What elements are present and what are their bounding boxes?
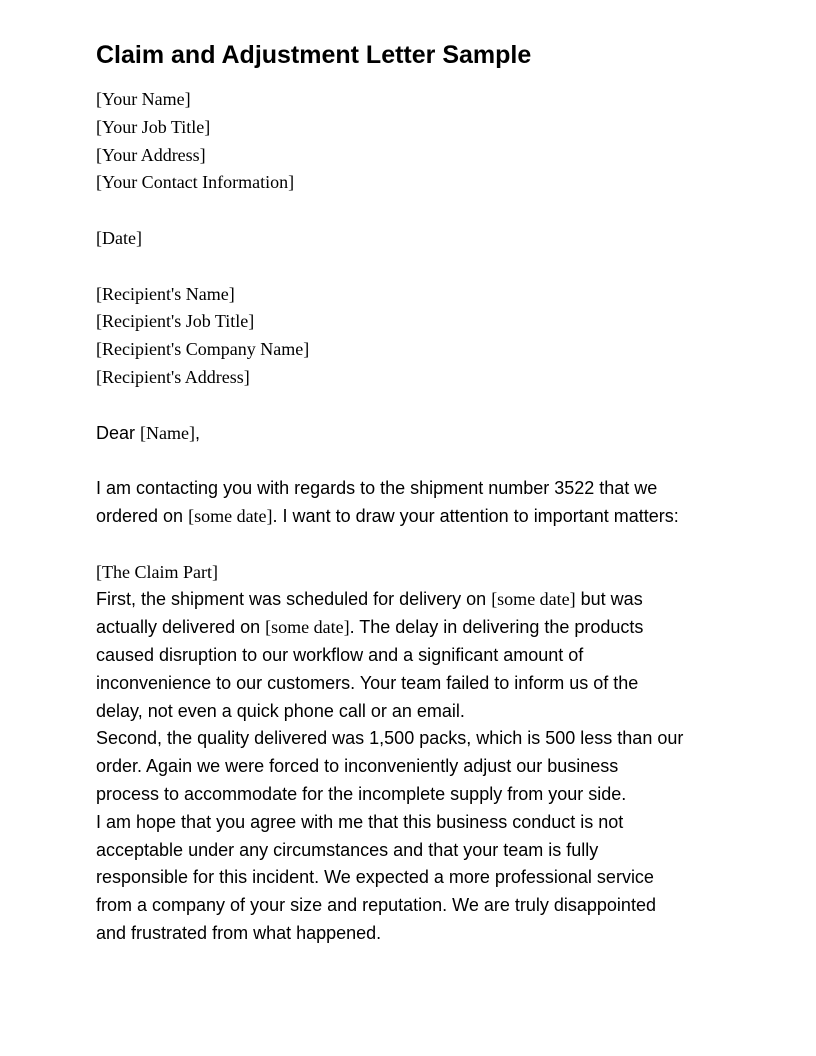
- date-block: [96, 225, 776, 253]
- closing-line: and frustrated from what happened.: [96, 922, 382, 943]
- sender-name: [Your Name]: [96, 89, 191, 109]
- first-point-paragraph: [96, 586, 776, 725]
- closing-paragraph: [96, 809, 776, 948]
- closing-line: responsible for this incident. We expected a more professional service: [96, 867, 654, 888]
- intro-text: ordered on: [96, 505, 189, 526]
- closing-line: acceptable under any circumstances and that your team is fully: [96, 839, 599, 860]
- first-point-line: [96, 614, 776, 642]
- first-point-line: [96, 586, 776, 614]
- spacer: [96, 197, 776, 225]
- spacer: [96, 253, 776, 281]
- sender-job-title: [Your Job Title]: [96, 116, 211, 137]
- date-placeholder: [some date]: [188, 505, 273, 526]
- recipient-address: [Recipient's Address]: [96, 366, 250, 387]
- closing-line: I am hope that you agree with me that this business conduct is not: [96, 811, 624, 832]
- salutation-name: [Name]: [140, 422, 195, 443]
- first-point-text: but was: [575, 589, 643, 610]
- first-point-text: actually delivered on: [96, 617, 266, 638]
- recipient-job-title: [Recipient's Job Title]: [96, 311, 255, 332]
- sender-block: [96, 86, 776, 197]
- first-point-text: First, the shipment was scheduled for delivery on: [96, 589, 492, 610]
- letter-page: [96, 38, 776, 948]
- date-placeholder: [some date]: [491, 589, 576, 610]
- first-point-line: delay, not even a quick phone call or an email.: [96, 700, 465, 721]
- spacer: [96, 447, 776, 475]
- salutation: [96, 420, 776, 448]
- spacer: [96, 392, 776, 420]
- salutation-prefix: Dear: [96, 422, 141, 443]
- first-point-line: caused disruption to our workflow and a significant amount of: [96, 644, 584, 665]
- letter-date: [Date]: [96, 227, 142, 248]
- first-point-text: . The delay in delivering the products: [349, 617, 644, 638]
- intro-text: . I want to draw your attention to important matters:: [272, 505, 679, 526]
- second-point-line: order. Again we were forced to inconveniently adjust our business: [96, 756, 619, 777]
- second-point-paragraph: [96, 725, 776, 808]
- recipient-name: [Recipient's Name]: [96, 283, 235, 304]
- first-point-line: inconvenience to our customers. Your team failed to inform us of the: [96, 672, 639, 693]
- recipient-company: [Recipient's Company Name]: [96, 339, 310, 360]
- claim-heading: [The Claim Part]: [96, 561, 218, 582]
- page-title: Claim and Adjustment Letter Sample: [96, 41, 532, 69]
- salutation-suffix: ,: [194, 422, 200, 443]
- closing-line: from a company of your size and reputation. We are truly disappointed: [96, 895, 656, 916]
- date-placeholder: [some date]: [265, 617, 350, 638]
- sender-address: [Your Address]: [96, 144, 206, 165]
- intro-line-2: [96, 503, 776, 531]
- recipient-block: [96, 281, 776, 392]
- intro-paragraph: [96, 475, 776, 531]
- second-point-line: process to accommodate for the incomplete supply from your side.: [96, 783, 627, 804]
- spacer: [96, 531, 776, 559]
- second-point-line: Second, the quality delivered was 1,500 packs, which is 500 less than our: [96, 728, 684, 749]
- sender-contact: [Your Contact Information]: [96, 172, 295, 193]
- intro-line-1: I am contacting you with regards to the shipment number 3522 that we: [96, 478, 658, 499]
